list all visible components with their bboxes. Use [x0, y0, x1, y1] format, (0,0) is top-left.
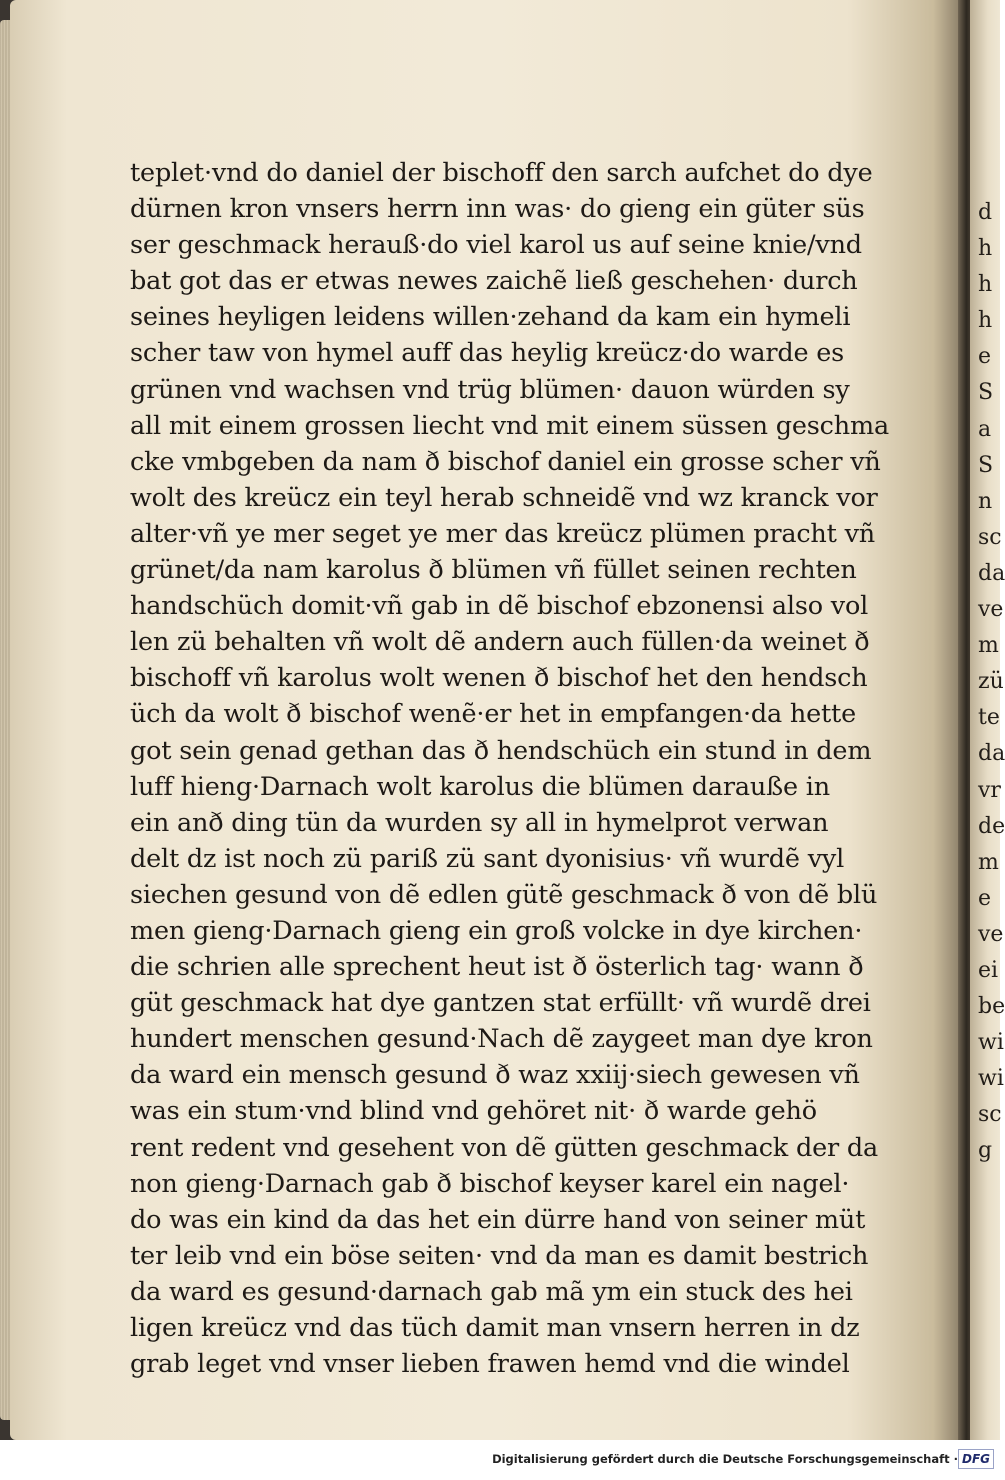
- facing-page-fragment: ve: [978, 597, 1004, 623]
- text-line: dürnen kron vnsers herrn inn was· do gieng ein güter süs: [130, 194, 865, 225]
- text-line: bat got das er etwas newes zaichẽ ließ geschehen· durch: [130, 266, 858, 297]
- facing-page-fragment: wi: [978, 1066, 1004, 1092]
- facing-page-fragment: be: [978, 994, 1005, 1020]
- text-line: ser geschmack herauß·do viel karol us auf seine knie/vnd: [130, 230, 862, 261]
- text-line: got sein genad gethan das ð hendschüch ein stund in dem: [130, 735, 872, 766]
- facing-page-fragment: e: [978, 885, 992, 911]
- text-line: bischoff vñ karolus wolt wenen ð bischof het den hendsch: [130, 663, 868, 694]
- text-line: siechen gesund von dẽ edlen gütẽ geschmack ð von dẽ blü: [130, 879, 878, 910]
- facing-page-fragment: vr: [978, 777, 1001, 803]
- text-line: alter·vñ ye mer seget ye mer das kreücz plümen pracht vñ: [130, 518, 876, 549]
- facing-page-fragment: de: [978, 813, 1005, 839]
- facing-page-fragment: sc: [978, 524, 1002, 550]
- text-line: men gieng·Darnach gieng ein groß volcke in dye kirchen·: [130, 915, 863, 946]
- facing-page-fragment: m: [978, 849, 999, 875]
- dfg-logo: DFG: [958, 1449, 994, 1469]
- text-line: grünen vnd wachsen vnd trüg blümen· dauon würden sy: [130, 374, 850, 405]
- text-line: güt geschmack hat dye gantzen stat erfüllt· vñ wurdẽ drei: [130, 988, 871, 1019]
- footer-bar: [0, 1440, 1000, 1480]
- text-line: do was ein kind da das het ein dürre hand von seiner müt: [130, 1204, 866, 1235]
- facing-page-fragment: S: [978, 452, 994, 478]
- facing-page-fragment: ve: [978, 921, 1004, 947]
- text-line: all mit einem grossen liecht vnd mit einem süssen geschma: [130, 410, 889, 441]
- text-line: die schrien alle sprechent heut ist ð österlich tag· wann ð: [130, 952, 864, 983]
- text-line: rent redent vnd gesehent von dẽ gütten geschmack der da: [130, 1132, 878, 1163]
- facing-page-fragment: h: [978, 236, 993, 262]
- text-line: da ward ein mensch gesund ð waz xxiij·siech gewesen vñ: [130, 1060, 860, 1091]
- facing-page-fragment: h: [978, 308, 993, 334]
- facing-page-fragment: e: [978, 344, 992, 370]
- body-text: [130, 155, 890, 1382]
- text-line: ein anð ding tün da wurden sy all in hymelprot verwan: [130, 807, 829, 838]
- text-line: wolt des kreücz ein teyl herab schneidẽ vnd wz kranck vor: [130, 482, 878, 513]
- text-line: seines heyligen leidens willen·zehand da kam ein hymeli: [130, 302, 851, 333]
- facing-page-fragment: te: [978, 705, 1000, 731]
- text-line: grünet/da nam karolus ð blümen vñ füllet seinen rechten: [130, 555, 857, 586]
- facing-page-fragment: n: [978, 488, 993, 514]
- text-line: handschüch domit·vñ gab in dẽ bischof ebzonensi also vol: [130, 591, 869, 622]
- facing-page-text: [978, 195, 1005, 1170]
- text-line: cke vmbgeben da nam ð bischof daniel ein grosse scher vñ: [130, 446, 881, 477]
- text-line: üch da wolt ð bischof wenẽ·er het in empfangen·da hette: [130, 699, 856, 730]
- text-line: hundert menschen gesund·Nach dẽ zaygeet man dye kron: [130, 1024, 873, 1055]
- text-line: teplet·vnd do daniel der bischoff den sarch aufchet do dye: [130, 158, 873, 188]
- facing-page-fragment: g: [978, 1138, 993, 1164]
- facing-page-fragment: da: [978, 560, 1005, 586]
- text-line: was ein stum·vnd blind vnd gehöret nit· ð warde gehö: [130, 1096, 817, 1127]
- text-line: delt dz ist noch zü pariß zü sant dyonisius· vñ wurdẽ vyl: [130, 843, 845, 874]
- facing-page-fragment: ei: [978, 957, 999, 983]
- text-line: luff hieng·Darnach wolt karolus die blümen darauße in: [130, 771, 830, 802]
- text-line: grab leget vnd vnser lieben frawen hemd vnd die windel: [130, 1349, 850, 1380]
- text-line: ligen kreücz vnd das tüch damit man vnsern herren in dz: [130, 1313, 860, 1343]
- text-line: len zü behalten vñ wolt dẽ andern auch füllen·da weinet ð: [130, 627, 870, 658]
- facing-page-fragment: h: [978, 272, 993, 298]
- funding-credit: Digitalisierung gefördert durch die Deutsche Forschungsgemeinschaft ·: [492, 1452, 958, 1466]
- text-line: ter leib vnd ein böse seiten· vnd da man es damit bestrich: [130, 1240, 869, 1271]
- text-line: scher taw von hymel auff das heylig kreücz·do warde es: [130, 338, 845, 369]
- facing-page-fragment: wi: [978, 1030, 1004, 1056]
- facing-page-fragment: da: [978, 741, 1005, 767]
- facing-page-fragment: sc: [978, 1102, 1002, 1128]
- text-line: non gieng·Darnach gab ð bischof keyser karel ein nagel·: [130, 1168, 850, 1199]
- facing-page-fragment: m: [978, 633, 999, 659]
- facing-page-fragment: d: [978, 200, 993, 225]
- facing-page-fragment: S: [978, 380, 994, 406]
- facing-page-fragment: a: [978, 416, 992, 442]
- facing-page-fragment: zü: [978, 669, 1004, 695]
- text-line: da ward es gesund·darnach gab mã ym ein stuck des hei: [130, 1276, 853, 1307]
